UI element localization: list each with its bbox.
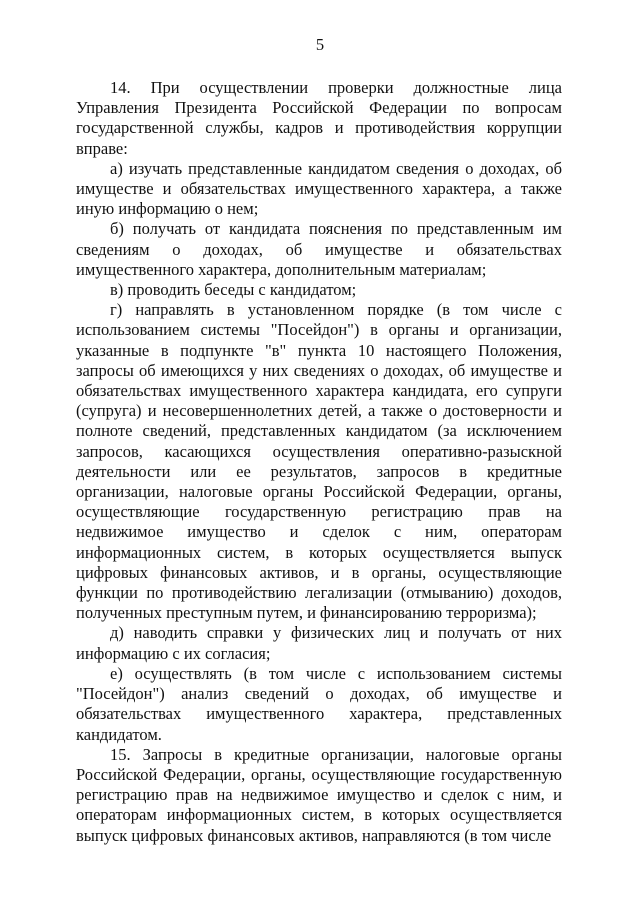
subparagraph-g: г) направлять в установленном порядке (в том числе с использованием системы "Посейдон") в органы и организации, указанные в подпункте "в" пункта 10 настоящего Положения, запросы об имеющихся у них сведениях о доходах, об имуществе и обязательствах имущественного характера кандидата, его супруги (супруга) и несовершеннолетних детей, а также о достоверности и полноте сведений, представленных кандидатом (за исключением запросов, касающихся осуществления оперативно-разыскной деятельности или ее результатов, запросов в кредитные организации, налоговые органы Российской Федерации, органы, осуществляющие государственную регистрацию прав на недвижимое имущество и сделок с ним, операторам информационных систем, в которых осуществляется выпуск цифровых финансовых активов, и в органы, осуществляющие функции по противодействию легализации (отмыванию) доходов, полученных преступным путем, и финансированию терроризма); [76, 300, 562, 623]
paragraph-15: 15. Запросы в кредитные организации, налоговые органы Российской Федерации, органы, осуществляющие государственную регистрацию прав на недвижимое имущество и сделок с ним, и операторам информационных систем, в которых осуществляется выпуск цифровых финансовых активов, направляются (в том числе [76, 744, 562, 845]
subparagraph-d: д) наводить справки у физических лиц и получать от них информацию с их согласия; [76, 623, 562, 663]
document-body [76, 78, 562, 846]
paragraph-14: 14. При осуществлении проверки должностные лица Управления Президента Российской Федерации по вопросам государственной службы, кадров и противодействия коррупции вправе: [76, 78, 562, 158]
subparagraph-b: б) получать от кандидата пояснения по представленным им сведениям о доходах, об имуществе и обязательствах имущественного характера, дополнительным материалам; [76, 219, 562, 279]
page-number: 5 [315, 35, 325, 54]
subparagraph-e: е) осуществлять (в том числе с использованием системы "Посейдон") анализ сведений о доходах, об имуществе и обязательствах имущественного характера, представленных кандидатом. [76, 663, 562, 744]
subparagraph-v: в) проводить беседы с кандидатом; [110, 280, 357, 300]
subparagraph-a: а) изучать представленные кандидатом сведения о доходах, об имуществе и обязательствах имущественного характера, а также иную информацию о нем; [76, 158, 562, 219]
